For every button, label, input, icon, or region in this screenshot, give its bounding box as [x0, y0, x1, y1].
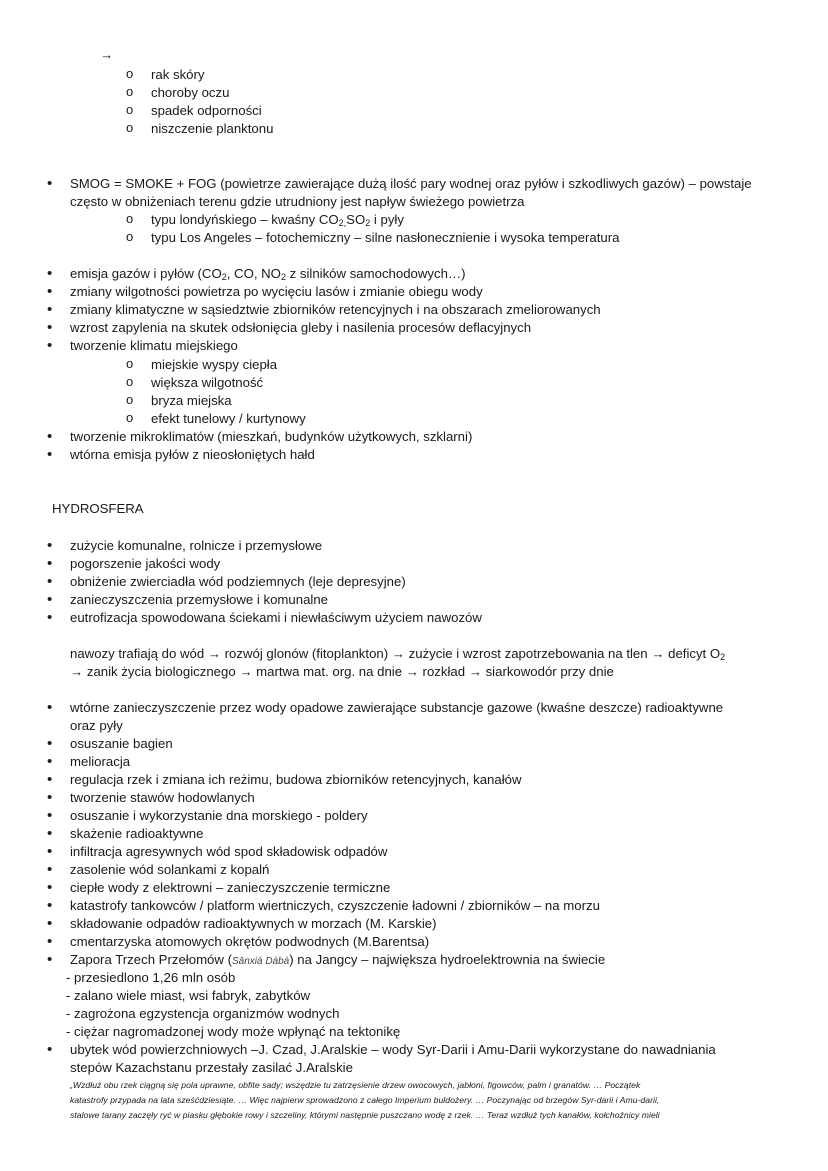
list-item: • pogorszenie jakości wody [70, 555, 220, 573]
list-item: • melioracja [70, 753, 130, 771]
quote-line: katastrofy przypada na lata sześćdziesiąte. … Więc najpierw sprowadzono z całego Imperium buldożery. … Poczynając od brzegów Syr-darii i Amu-darii, [70, 1095, 660, 1105]
zapora-detail: - ciężar nagromadzonej wody może wpłynąć na tektonikę [66, 1024, 401, 1039]
quote-line: stalowe tarany zaczęły ryć w piasku głębokie rowy i szczeliny, którymi następnie puszczano wodę z rzek. … Teraz wzdłuż tych kanałów, kołchoźnicy mieli [70, 1110, 660, 1120]
list-item: • zanieczyszczenia przemysłowe i komunalne [70, 591, 328, 609]
list-item: • cmentarzyska atomowych okrętów podwodnych (M.Barentsa) [70, 933, 429, 951]
list-item: o niszczenie planktonu [151, 120, 273, 138]
list-item: o choroby oczu [151, 84, 229, 102]
eutrofizacja-chain: nawozy trafiają do wód → rozwój glonów (fitoplankton) → zużycie i wzrost zapotrzebowania na tlen → deficyt $O_2$ [70, 646, 726, 662]
list-item: • składowanie odpadów radioaktywnych w morzach (M. Karskie) [70, 915, 436, 933]
list-item: • wtórna emisja pyłów z nieosłoniętych hałd [70, 446, 315, 464]
smog-los-angeles: o typu Los Angeles – fotochemiczny – silne nasłonecznienie i wysoka temperatura [151, 229, 619, 247]
list-item: o rak skóry [151, 66, 205, 84]
list-item: • osuszanie bagien [70, 735, 173, 753]
list-item: • zużycie komunalne, rolnicze i przemysłowe [70, 537, 322, 555]
list-item: • osuszanie i wykorzystanie dna morskiego - poldery [70, 807, 368, 825]
smog-definition: • SMOG = SMOKE + FOG (powietrze zawierające dużą ilość pary wodnej oraz pyłów i szkodliwych gazów) – powstaje [70, 175, 752, 193]
list-item: • skażenie radioaktywne [70, 825, 203, 843]
zapora-detail: - przesiedlono 1,26 mln osób [66, 970, 236, 985]
list-item: o spadek odporności [151, 102, 262, 120]
list-item: • katastrofy tankowców / platform wiertniczych, czyszczenie ładowni / zbiorników – na morzu [70, 897, 600, 915]
ubytek-item: • ubytek wód powierzchniowych –J. Czad, J.Aralskie – wody Syr-Darii i Amu-Darii wykorzystane do nawadniania [70, 1041, 716, 1059]
list-item: • zmiany wilgotności powietrza po wycięciu lasów i zmianie obiegu wody [70, 283, 483, 301]
ubytek-item-cont: stepów Kazachstanu przestały zasilać J.Aralskie [70, 1060, 353, 1075]
eutrofizacja-chain-cont: → zanik życia biologicznego → martwa mat. org. na dnie → rozkład → siarkowodór przy dnie [70, 664, 614, 679]
list-item: • regulacja rzek i zmiana ich reżimu, budowa zbiorników retencyjnych, kanałów [70, 771, 522, 789]
list-item: • tworzenie mikroklimatów (mieszkań, budynków użytkowych, szklarni) [70, 428, 472, 446]
list-item: • tworzenie klimatu miejskiego [70, 337, 238, 355]
list-item: • infiltracja agresywnych wód spod składowisk odpadów [70, 843, 387, 861]
list-item: • wtórne zanieczyszczenie przez wody opadowe zawierające substancje gazowe (kwaśne deszcze) radioaktywne [70, 699, 723, 717]
list-item: • eutrofizacja spowodowana ściekami i niewłaściwym użyciem nawozów [70, 609, 482, 627]
emisja-item: • emisja gazów i pyłów ($CO_2$, CO, $NO_2$ z silników samochodowych…) [70, 265, 466, 286]
zapora-detail: - zalano wiele miast, wsi fabryk, zabytków [66, 988, 311, 1003]
zapora-detail: - zagrożona egzystencja organizmów wodnych [66, 1006, 340, 1021]
quote-line: „Wzdłuż obu rzek ciągną się pola uprawne, obfite sady; wszędzie tu zatrzęsienie drzew owocowych, jabłoni, figowców, palm i granatów. … Początek [70, 1080, 641, 1090]
smog-definition-cont: często w obniżeniach terenu gdzie utrudniony jest napływ świeżego powietrza [70, 194, 525, 209]
list-item: o bryza miejska [151, 392, 232, 410]
list-item: • zmiany klimatyczne w sąsiedztwie zbiorników retencyjnych i na obszarach zmeliorowanych [70, 301, 601, 319]
list-item: o większa wilgotność [151, 374, 263, 392]
list-item: • ciepłe wody z elektrowni – zanieczyszczenie termiczne [70, 879, 390, 897]
list-item: o efekt tunelowy / kurtynowy [151, 410, 306, 428]
list-item: • wzrost zapylenia na skutek odsłonięcia gleby i nasilenia procesów deflacyjnych [70, 319, 531, 337]
zapora-item: • Zapora Trzech Przełomów (Sānxiá Dàbà) na Jangcy – największa hydroelektrownia na świecie [70, 951, 605, 971]
list-item-cont: oraz pyły [70, 718, 123, 733]
smog-london: o typu londyńskiego – kwaśny $CO_{2,}SO_2$ i pyły [151, 211, 404, 232]
list-item: • tworzenie stawów hodowlanych [70, 789, 255, 807]
section-heading-hydrosfera: HYDROSFERA [52, 501, 144, 516]
list-item: • obniżenie zwierciadła wód podziemnych (leje depresyjne) [70, 573, 406, 591]
list-item: • zasolenie wód solankami z kopalń [70, 861, 269, 879]
list-item: o miejskie wyspy ciepła [151, 356, 277, 374]
arrow-symbol: → [100, 47, 114, 62]
